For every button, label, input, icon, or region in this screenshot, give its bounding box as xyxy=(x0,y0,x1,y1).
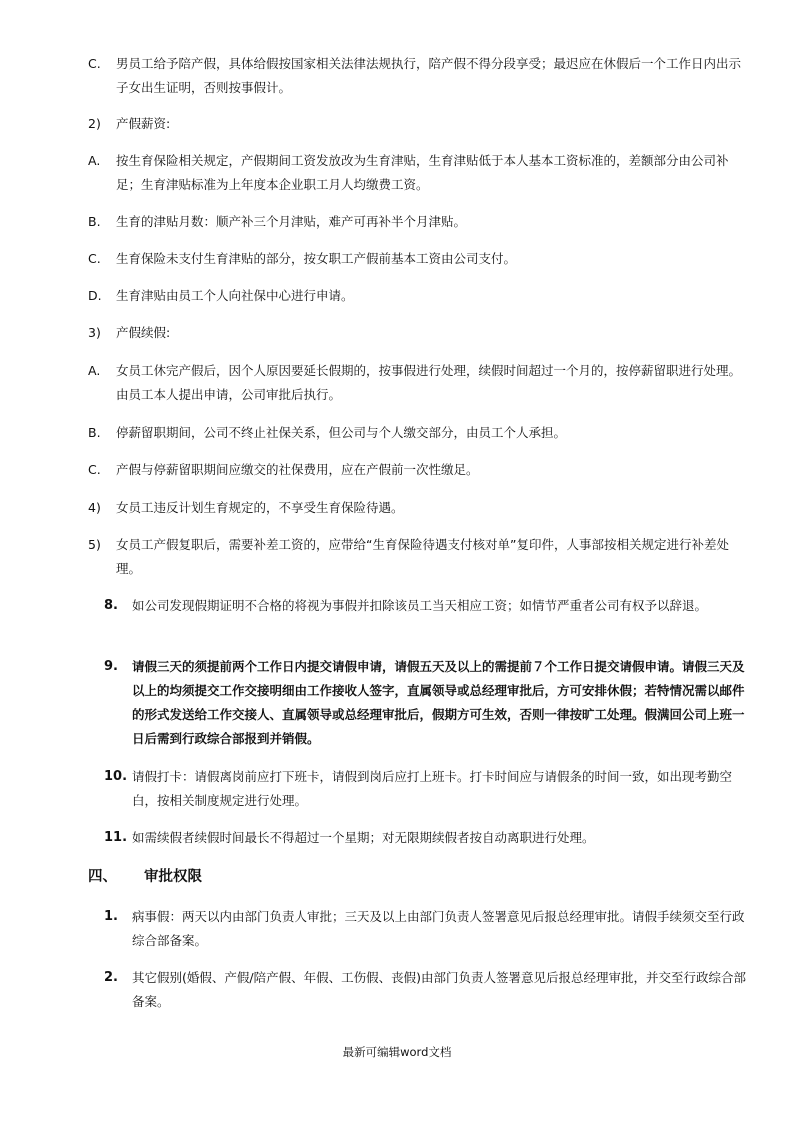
item-text: 如公司发现假期证明不合格的将视为事假并扣除该员工当天相应工资；如情节严重者公司有权予以辞退。 xyxy=(132,598,708,613)
list-item xyxy=(88,496,750,520)
item-marker: 11. xyxy=(104,830,128,845)
item-marker: 3) xyxy=(88,325,101,340)
list-item xyxy=(104,594,750,642)
list-item xyxy=(88,210,750,234)
item-marker: C. xyxy=(88,56,101,71)
item-text: 病事假：两天以内由部门负责人审批；三天及以上由部门负责人签署意见后报总经理审批。请假手续须交至行政综合部备案。 xyxy=(132,909,745,948)
list-item xyxy=(88,149,750,197)
list-item xyxy=(88,247,750,271)
item-text: 产假薪资: xyxy=(116,116,171,131)
item-marker: 8. xyxy=(104,598,118,613)
item-marker: 10. xyxy=(104,769,128,784)
item-marker: 2. xyxy=(104,970,118,985)
item-text: 请假三天的须提前两个工作日内提交请假申请，请假五天及以上的需提前７个工作日提交请假申请。请假三天及以上的均须提交工作交接明细由工作接收人签字，直属领导或总经理审批后，方可安排休假；若特情况需以邮件的形式发送给工作交接人、直属领导或总经理审批后，假期方可生效，否则一律按旷工处理。假满回公司上班一日后需到行政综合部报到并销假。 xyxy=(132,659,745,746)
page-footer: 最新可编辑word文档 xyxy=(342,1045,452,1059)
item-text: 生育津贴由员工个人向社保中心进行申请。 xyxy=(116,288,354,303)
item-marker: 5) xyxy=(88,537,101,552)
list-item xyxy=(104,655,756,751)
list-item xyxy=(88,321,750,345)
approval-item xyxy=(104,905,750,953)
item-text: 女员工产假复职后，需要补差工资的，应带给“生育保险待遇支付核对单”复印件，人事部按相关规定进行补差处理。 xyxy=(116,537,729,576)
item-text: 男员工给予陪产假，具体给假按国家相关法律法规执行，陪产假不得分段享受；最迟应在休假后一个工作日内出示子女出生证明，否则按事假计。 xyxy=(116,56,742,95)
list-item xyxy=(104,765,750,813)
item-marker: C. xyxy=(88,251,101,266)
list-item xyxy=(88,533,750,581)
item-marker: A. xyxy=(88,363,101,378)
item-text: 生育的津贴月数：顺产补三个月津贴，难产可再补半个月津贴。 xyxy=(116,214,467,229)
item-marker: 4) xyxy=(88,500,101,515)
item-marker: 1. xyxy=(104,909,118,924)
item-text: 停薪留职期间，公司不终止社保关系，但公司与个人缴交部分，由员工个人承担。 xyxy=(116,425,567,440)
list-item xyxy=(88,52,750,100)
item-marker: B. xyxy=(88,425,101,440)
item-text: 女员工休完产假后，因个人原因要延长假期的，按事假进行处理，续假时间超过一个月的，按停薪留职进行处理。由员工本人提出申请，公司审批后执行。 xyxy=(116,363,742,402)
item-text: 女员工违反计划生育规定的，不享受生育保险待遇。 xyxy=(116,500,404,515)
item-marker: B. xyxy=(88,214,101,229)
item-text: 按生育保险相关规定，产假期间工资发放改为生育津贴，生育津贴低于本人基本工资标准的，差额部分由公司补足；生育津贴标准为上年度本企业职工月人均缴费工资。 xyxy=(116,153,729,192)
list-item xyxy=(88,458,750,482)
item-marker: D. xyxy=(88,288,102,303)
item-marker: 9. xyxy=(104,659,118,674)
list-item xyxy=(88,284,750,308)
item-marker: C. xyxy=(88,462,101,477)
item-text: 产假续假: xyxy=(116,325,171,340)
item-text: 请假打卡：请假离岗前应打下班卡，请假到岗后应打上班卡。打卡时间应与请假条的时间一致，如出现考勤空白，按相关制度规定进行处理。 xyxy=(132,769,733,808)
approval-item xyxy=(104,966,750,1014)
item-marker: 2) xyxy=(88,116,101,131)
item-text: 产假与停薪留职期间应缴交的社保费用，应在产假前一次性缴足。 xyxy=(116,462,479,477)
list-item xyxy=(104,826,750,850)
list-item xyxy=(88,112,750,136)
list-item xyxy=(88,359,750,407)
item-text: 如需续假者续假时间最长不得超过一个星期；对无限期续假者按自动离职进行处理。 xyxy=(132,830,595,845)
item-text: 生育保险未支付生育津贴的部分，按女职工产假前基本工资由公司支付。 xyxy=(116,251,517,266)
list-item xyxy=(88,421,750,445)
item-text: 其它假别(婚假、产假/陪产假、年假、工伤假、丧假)由部门负责人签署意见后报总经理审批，并交至行政综合部备案。 xyxy=(132,970,746,1009)
item-marker: A. xyxy=(88,153,101,168)
section-number: 四、 xyxy=(88,869,117,885)
section-title: 审批权限 xyxy=(144,869,202,885)
